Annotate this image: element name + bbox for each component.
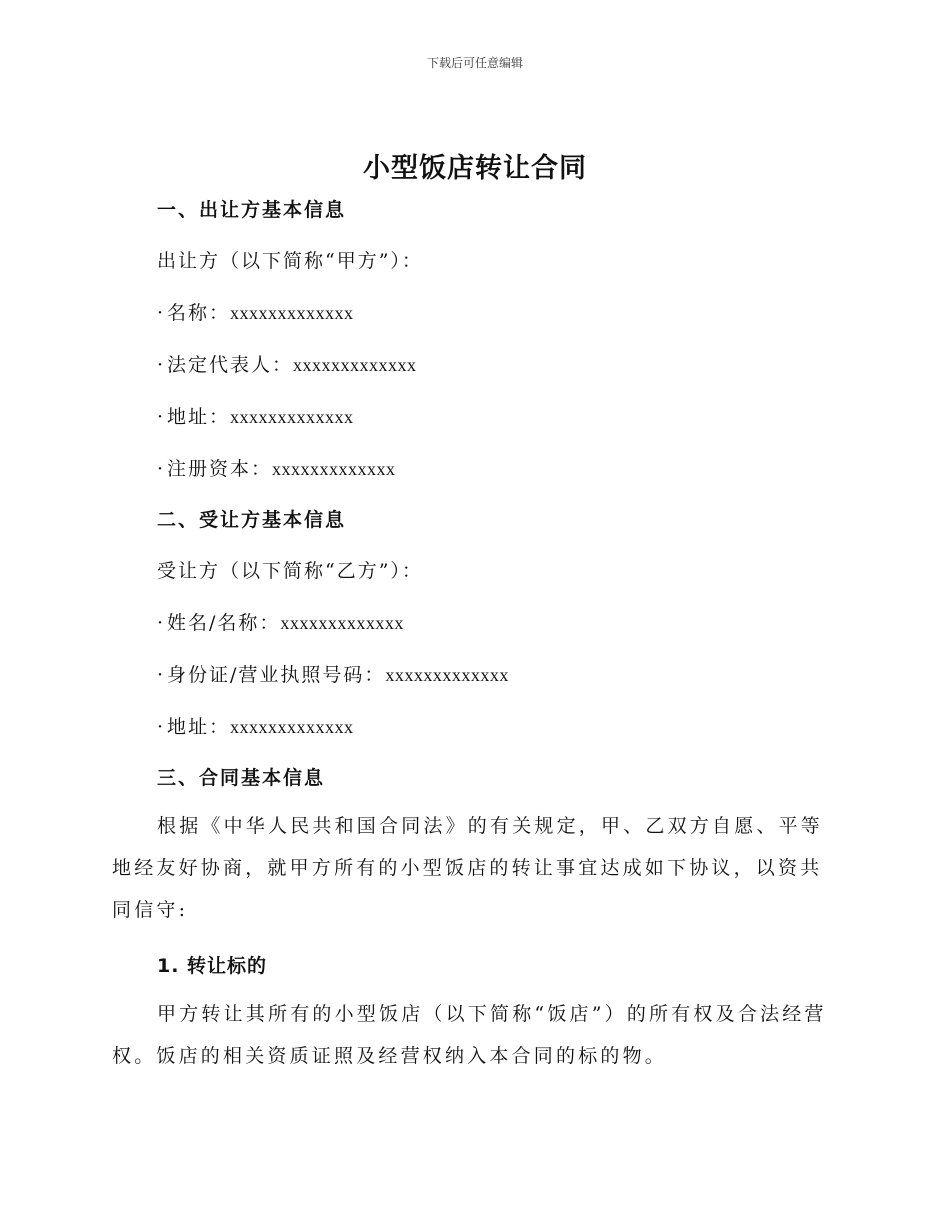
item-value: xxxxxxxxxxxxx [230,407,354,427]
transferee-intro: 受让方（以下简称“乙方”）： [157,560,423,582]
item-value: xxxxxxxxxxxxx [230,303,354,323]
section-heading-transferee: 二、受让方基本信息 [157,509,347,531]
document-title: 小型饭店转让合同 [363,153,587,184]
transferee-address-item [157,712,354,739]
item-label: 地址： [167,716,231,738]
item-label: 地址： [167,406,231,428]
header-note: 下载后可任意编辑 [426,56,523,70]
section-heading-contract: 三、合同基本信息 [157,767,326,789]
transferor-legal-rep-item [157,350,417,377]
bullet-icon: · [157,664,164,686]
transferee-name-item [157,608,404,635]
transferor-address-item [157,402,354,429]
bullet-icon: · [157,612,164,634]
item-value: xxxxxxxxxxxxx [293,355,417,375]
bullet-icon: · [157,458,164,480]
clause-heading-subject: 1. 转让标的 [157,955,268,977]
item-value: xxxxxxxxxxxxx [280,613,404,633]
transferor-name-item [157,298,354,325]
item-value: xxxxxxxxxxxxx [230,717,354,737]
item-label: 名称： [167,302,231,324]
section-heading-transferor: 一、出让方基本信息 [157,199,347,221]
transferee-id-item [157,660,509,687]
transferor-intro: 出让方（以下简称“甲方”）： [157,250,423,272]
item-label: 姓名/名称： [167,612,281,634]
transferor-capital-item [157,454,396,481]
item-label: 法定代表人： [167,354,294,376]
bullet-icon: · [157,406,164,428]
item-value: xxxxxxxxxxxxx [385,665,509,685]
clause-subject-paragraph: 甲方转让其所有的小型饭店（以下简称“饭店”）的所有权及合法经营权。饭店的相关资质证照及经营权纳入本合同的标的物。 [112,1003,827,1067]
bullet-icon: · [157,716,164,738]
item-label: 身份证/营业执照号码： [167,664,386,686]
bullet-icon: · [157,302,164,324]
contract-preamble-paragraph: 根据《中华人民共和国合同法》的有关规定，甲、乙双方自愿、平等地经友好协商，就甲方所有的小型饭店的转让事宜达成如下协议，以资共同信守: [112,815,824,921]
item-label: 注册资本： [167,458,273,480]
bullet-icon: · [157,354,164,376]
item-value: xxxxxxxxxxxxx [272,459,396,479]
